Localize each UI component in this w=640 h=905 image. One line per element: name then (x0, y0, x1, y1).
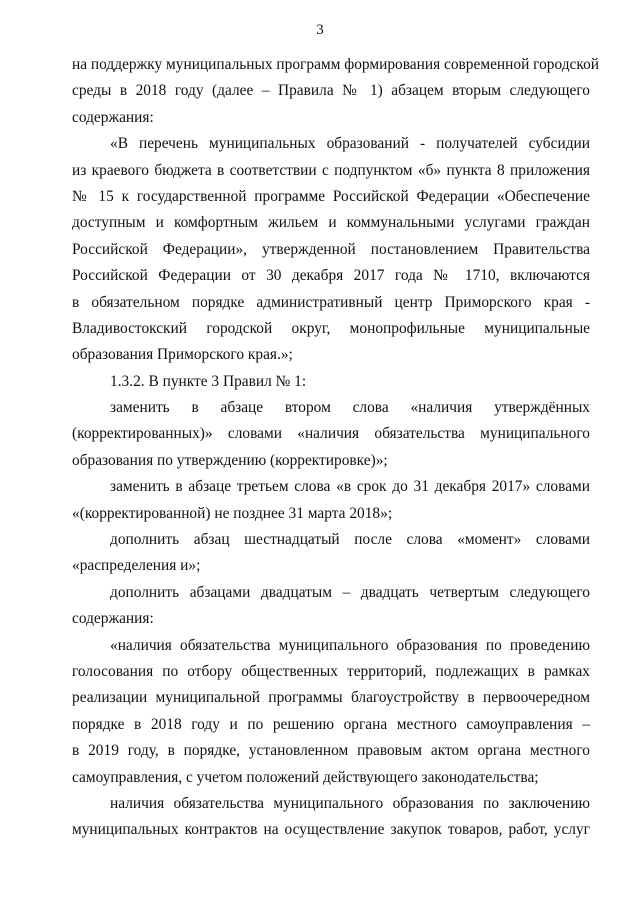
text-line: образования по утверждению (корректировке)»; (72, 451, 388, 469)
text-line: содержания: (72, 610, 154, 628)
document-body (72, 52, 600, 844)
text-line: наличия обязательства муниципального образования по заключению (110, 794, 590, 812)
text-line: порядке в 2018 году и по решению органа местного самоуправления – (72, 715, 590, 733)
text-line: Российской Федерации», утвержденной постановлением Правительства (72, 240, 590, 258)
text-line: Российской Федерации от 30 декабря 2017 года № 1710, включаются (72, 267, 590, 285)
text-line: «распределения и»; (72, 557, 201, 575)
text-line: на поддержку муниципальных программ формирования современной городской (72, 56, 600, 73)
text-line: дополнить абзацами двадцатым – двадцать четвертым следующего (110, 583, 590, 601)
text-line: содержания: (72, 108, 154, 126)
text-line: (корректированных)» словами «наличия обязательства муниципального (72, 425, 590, 443)
text-line: голосования по отбору общественных территорий, подлежащих в рамках (72, 662, 590, 680)
text-line: «(корректированной) не позднее 31 марта 2018»; (72, 504, 393, 522)
text-line: из краевого бюджета в соответствии с подпунктом «б» пункта 8 приложения (72, 161, 590, 179)
text-line: среды в 2018 году (далее – Правила № 1) абзацем вторым следующего (72, 82, 590, 100)
text-line: реализации муниципальной программы благоустройству в первоочередном (72, 689, 590, 707)
text-line: в 2019 году, в порядке, установленном правовым актом органа местного (72, 742, 590, 760)
text-line: муниципальных контрактов на осуществление закупок товаров, работ, услуг (72, 821, 590, 839)
text-line: доступным и комфортным жильем и коммунальными услугами граждан (72, 214, 590, 232)
text-line: заменить в абзаце третьем слова «в срок до 31 декабря 2017» словами (110, 478, 590, 496)
page-number: 3 (316, 22, 324, 38)
text-line: образования Приморского края.»; (72, 346, 293, 364)
text-line: Владивостокский городской округ, монопрофильные муниципальные (72, 319, 590, 337)
text-line: «наличия обязательства муниципального образования по проведению (110, 636, 590, 654)
text-line: «В перечень муниципальных образований - получателей субсидии (110, 135, 590, 153)
text-line: заменить в абзаце втором слова «наличия утверждённых (110, 399, 590, 417)
text-line: дополнить абзац шестнадцатый после слова «момент» словами (110, 531, 590, 549)
text-line: самоуправления, с учетом положений действующего законодательства; (72, 768, 539, 786)
text-line: в обязательном порядке административный центр Приморского края - (72, 293, 590, 311)
text-line: 1.3.2. В пункте 3 Правил № 1: (110, 372, 307, 390)
text-line: № 15 к государственной программе Российской Федерации «Обеспечение (72, 187, 590, 205)
